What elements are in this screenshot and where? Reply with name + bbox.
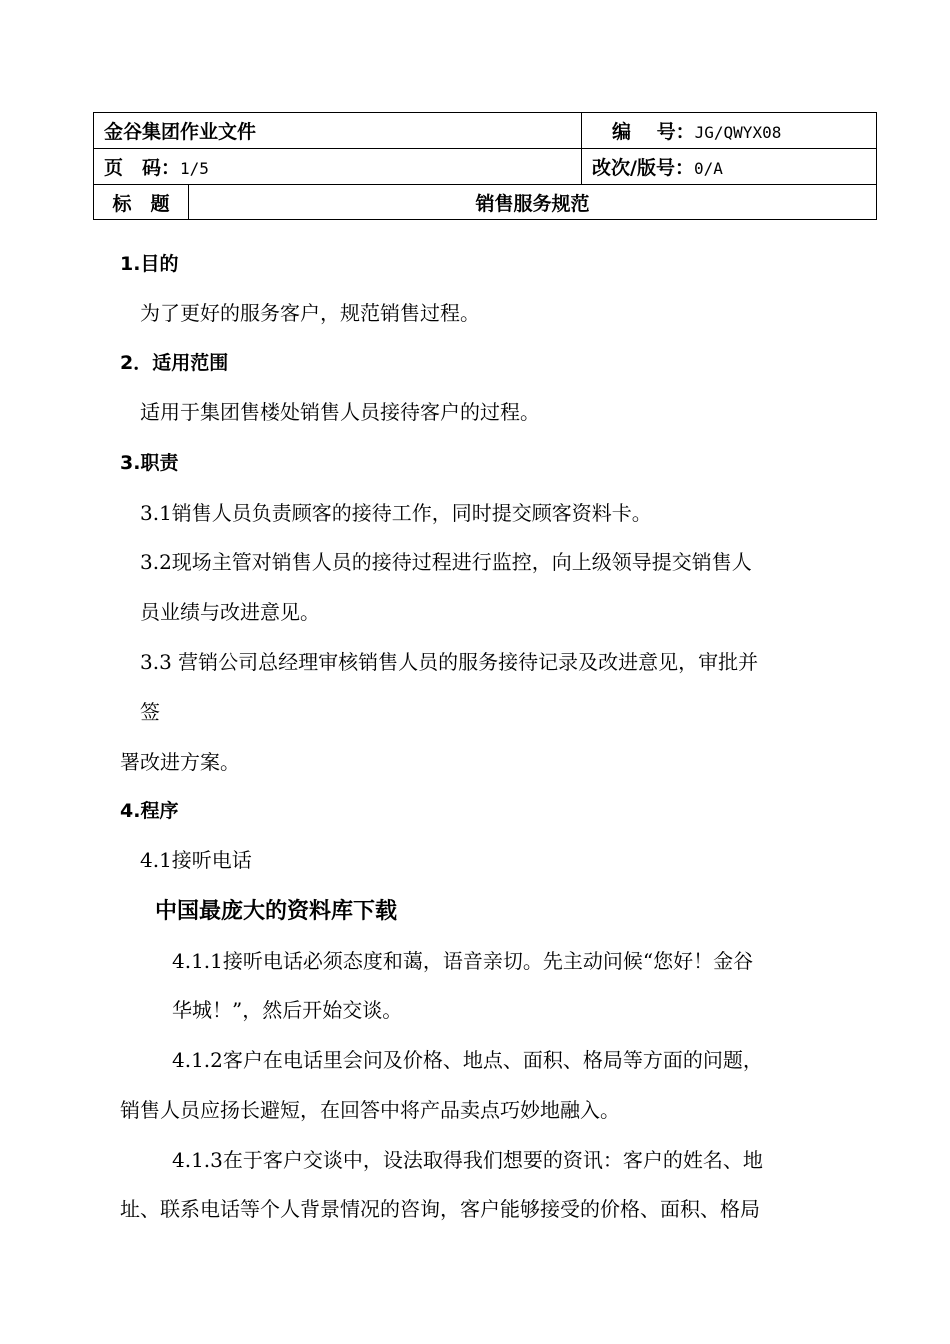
item-3-3-line-2: 签 [140, 700, 160, 724]
item-4-1-2-line-2: 销售人员应扬长避短，在回答中将产品卖点巧妙地融入。 [120, 1098, 620, 1122]
rev-value: 0/A [693, 159, 723, 178]
section-1-heading: 1.目的 [120, 253, 179, 275]
header-row-1 [94, 113, 877, 149]
item-3-1: 3.1销售人员负责顾客的接待工作，同时提交顾客资料卡。 [140, 501, 652, 525]
page-value: 1/5 [180, 159, 209, 178]
section-1-text: 为了更好的服务客户，规范销售过程。 [140, 301, 480, 325]
item-4-1-1-line-1: 4.1.1接听电话必须态度和蔼，语音亲切。先主动问候“您好！金谷 [172, 949, 754, 973]
header-row-2 [94, 149, 877, 185]
promo-text: 中国最庞大的资料库下载 [155, 899, 398, 924]
item-3-2-line-1: 3.2现场主管对销售人员的接待过程进行监控，向上级领导提交销售人 [140, 550, 752, 574]
item-4-1-1-line-2: 华城！”，然后开始交谈。 [172, 998, 403, 1022]
section-2-heading: 2．适用范围 [120, 352, 229, 374]
rev-label: 改次/版号： [592, 157, 694, 179]
code-label: 编 号： [612, 121, 695, 143]
section-4-heading: 4.程序 [120, 800, 179, 822]
item-4-1-3-line-1: 4.1.3在于客户交谈中，设法取得我们想要的资讯：客户的姓名、地 [172, 1148, 763, 1172]
item-4-1-3-line-2: 址、联系电话等个人背景情况的咨询，客户能够接受的价格、面积、格局 [120, 1197, 760, 1221]
item-3-2-line-2: 员业绩与改进意见。 [140, 600, 320, 624]
section-2-text: 适用于集团售楼处销售人员接待客户的过程。 [140, 400, 540, 424]
item-4-1: 4.1接听电话 [140, 848, 252, 872]
header-row-3 [94, 185, 877, 220]
item-4-1-2-line-1: 4.1.2客户在电话里会问及价格、地点、面积、格局等方面的问题， [172, 1048, 763, 1072]
title-label-cell: 标 题 [94, 185, 189, 220]
org-doc-cell: 金谷集团作业文件 [94, 113, 582, 149]
page-cell [94, 149, 582, 185]
rev-cell [582, 149, 877, 185]
page-label: 页 码： [104, 157, 181, 179]
doc-title: 销售服务规范 [189, 185, 877, 220]
document-header-table [93, 112, 877, 220]
section-3-heading: 3.职责 [120, 452, 179, 474]
code-cell [582, 113, 877, 149]
item-3-3-line-1: 3.3 营销公司总经理审核销售人员的服务接待记录及改进意见，审批并 [140, 650, 759, 674]
code-value: JG/QWYX08 [694, 123, 782, 142]
item-3-3-line-3: 署改进方案。 [120, 750, 240, 774]
